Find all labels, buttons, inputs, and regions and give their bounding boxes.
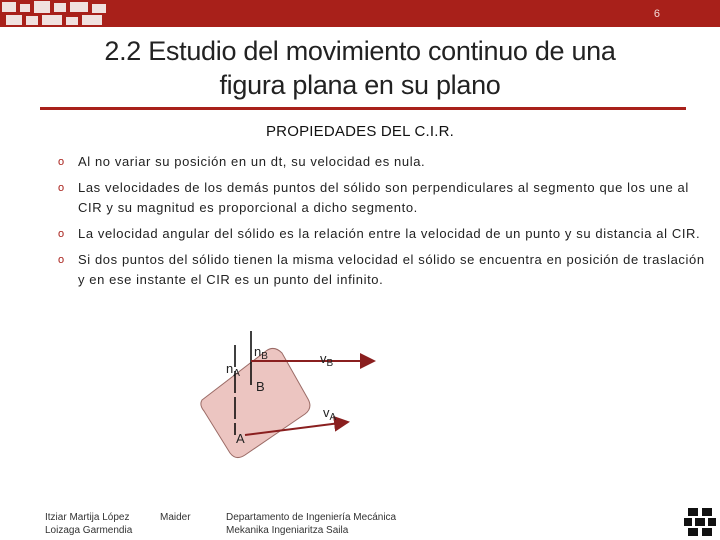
list-item: [58, 224, 708, 244]
label-point-b: B: [256, 379, 265, 394]
bullet-marker: o: [58, 182, 65, 194]
university-logo-icon: [682, 506, 718, 538]
section-subtitle: PROPIEDADES DEL C.I.R.: [265, 123, 455, 140]
header-bar: [0, 0, 720, 27]
footer-dept-line-2: Mekanika Ingeniaritza Saila: [226, 525, 349, 536]
title-divider: [40, 107, 686, 110]
footer-authors: [45, 511, 132, 537]
bullet-marker: o: [58, 254, 65, 266]
label-n-a: $n_A$: [226, 361, 240, 379]
label-n-b: $n_B$: [254, 344, 268, 362]
footer-author-line-2: Loizaga Garmendia: [45, 525, 133, 536]
footer-dept-line-1: Departamento de Ingeniería Mecánica: [226, 512, 397, 523]
bullet-marker: o: [58, 156, 65, 168]
footer-department: [226, 511, 396, 537]
slide-title: [40, 34, 680, 102]
label-v-b: $v_B$: [320, 351, 334, 369]
list-item-text: Las velocidades de los demás puntos del sólido son perpendiculares al segmento que los une al CIR y su magnitud es proporcional a dicho segmento.: [78, 180, 689, 215]
list-item: [58, 178, 708, 218]
slide-number: 6: [653, 8, 660, 20]
university-banner-icon: [0, 0, 115, 27]
list-item: [58, 152, 708, 172]
slide-title-line-1: 2.2 Estudio del movimiento continuo de una: [104, 36, 616, 66]
footer-author-line-1: Itziar Martija López: [45, 512, 130, 523]
cir-diagram: [190, 325, 410, 465]
list-item-text: La velocidad angular del sólido es la relación entre la velocidad de un punto y su distancia al CIR.: [78, 226, 701, 241]
label-point-a: A: [236, 431, 245, 446]
list-item-text: Al no variar su posición en un dt, su velocidad es nula.: [78, 154, 426, 169]
list-item: [58, 250, 708, 290]
bullet-marker: o: [58, 228, 65, 240]
slide-title-line-2: figura plana en su plano: [219, 70, 501, 100]
properties-list: [58, 152, 708, 296]
footer-author-extra: Maider: [160, 512, 191, 523]
rigid-body-shape: [201, 348, 310, 457]
label-v-a: $v_A$: [323, 405, 337, 423]
list-item-text: Si dos puntos del sólido tienen la misma velocidad el sólido se encuentra en posición de traslación y en ese instante el CIR es un punto del infinito.: [78, 252, 705, 287]
